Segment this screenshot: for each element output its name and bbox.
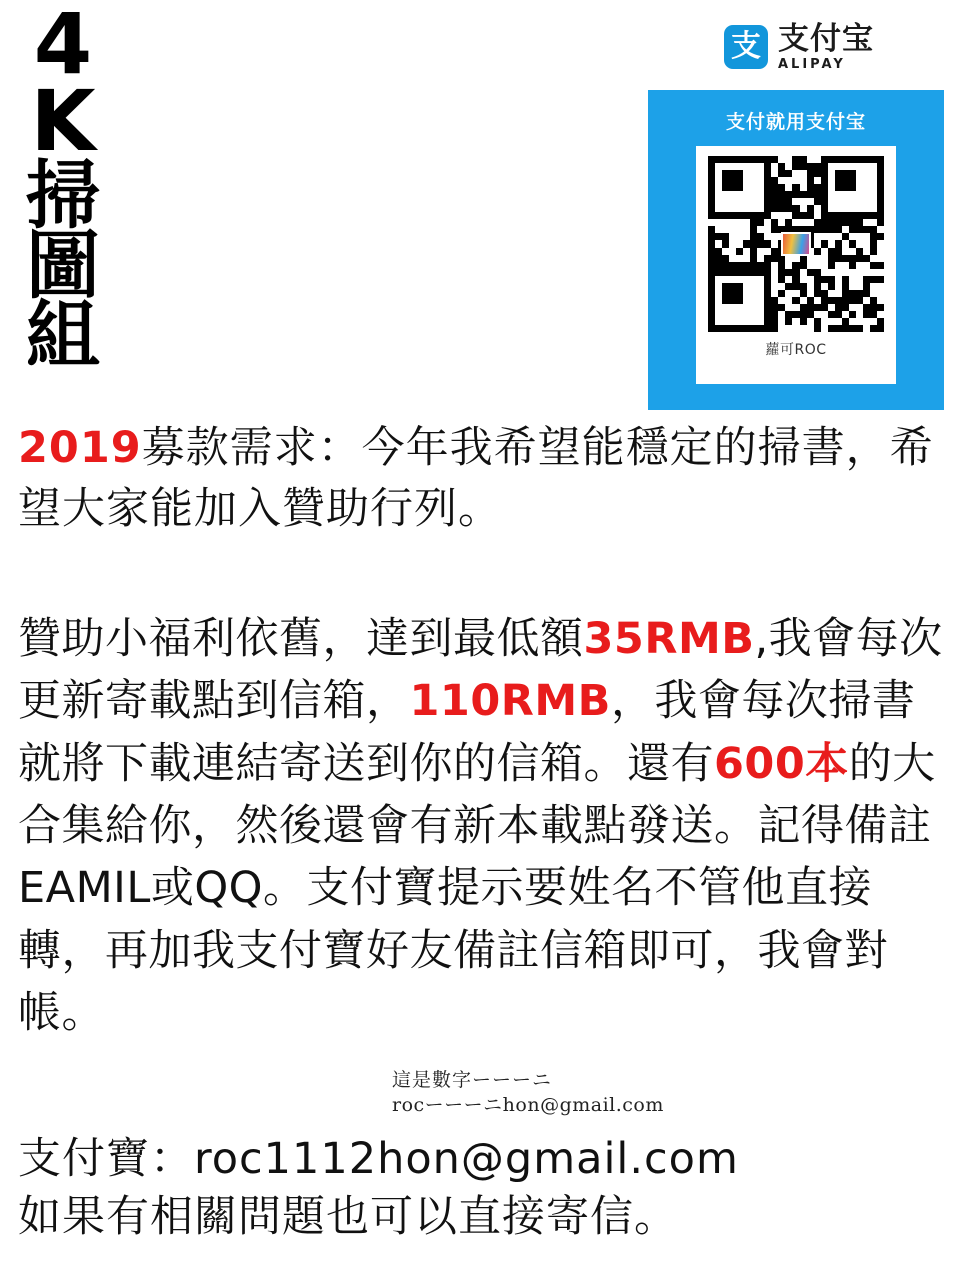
- qr-finder-top-left: [708, 156, 771, 219]
- tiers-text-3: ，我會每次掃書就將下載連結寄送到你的信箱。還有: [18, 676, 916, 789]
- alipay-logo: [724, 21, 874, 72]
- tier-amount-3: 600本: [714, 738, 849, 789]
- handwritten-note-line-1: 這是數字ーーーニ: [392, 1069, 553, 1091]
- page-title-char-1: 4: [33, 0, 91, 93]
- tiers-text-4: 的大合集給你，然後還會有新本載點發送。記得備註EAMIL或QQ。支付寶提示要姓名不管他直接轉，再加我支付寶好友備註信箱即可，我會對帳。: [18, 738, 936, 1039]
- donation-year: 2019: [18, 423, 142, 473]
- qr-finder-top-right: [821, 156, 884, 219]
- qr-code-image[interactable]: [708, 156, 884, 332]
- handwritten-note: [392, 1068, 664, 1117]
- qr-center-logo-icon: [781, 232, 811, 256]
- tiers-text-1: 贊助小福利依舊，達到最低額: [18, 614, 584, 664]
- tier-amount-2: 110RMB: [409, 676, 611, 727]
- alipay-email-value[interactable]: roc1112hon@gmail.com: [194, 1134, 739, 1184]
- alipay-name-cn: 支付宝: [778, 21, 874, 57]
- alipay-name-en: ALIPAY: [778, 56, 846, 72]
- alipay-qr-card: [648, 90, 944, 410]
- tiers-text-2: ,我會每次更新寄載點到信箱，: [18, 614, 943, 727]
- page-title-char-2: K: [30, 72, 94, 171]
- qr-panel: [696, 146, 896, 384]
- qr-finder-bottom-left: [708, 269, 771, 332]
- contact-footer: [18, 1130, 948, 1246]
- alipay-email-line: [18, 1130, 948, 1188]
- donation-tiers-paragraph: [18, 608, 953, 1044]
- tier-amount-1: 35RMB: [583, 614, 755, 664]
- alipay-wordmark: [778, 21, 874, 72]
- page-title: [14, 0, 110, 380]
- page-title-char-4: 圖: [26, 222, 98, 309]
- qr-account-nickname: 蘿可ROC: [765, 342, 827, 358]
- handwritten-note-line-2: rocーーーニhon@gmail.com: [392, 1093, 664, 1116]
- page-title-char-3: 掃: [26, 152, 98, 239]
- donation-intro-paragraph: [18, 418, 948, 540]
- page-title-char-5: 組: [26, 293, 98, 380]
- qr-card-heading: 支付就用支付宝: [725, 111, 866, 133]
- contact-note: 如果有相關問題也可以直接寄信。: [18, 1192, 678, 1243]
- donation-intro-text: 募款需求：今年我希望能穩定的掃書，希望大家能加入贊助行列。: [18, 423, 934, 535]
- alipay-email-label: 支付寶：: [18, 1134, 194, 1184]
- alipay-mark-icon: 支: [724, 25, 768, 69]
